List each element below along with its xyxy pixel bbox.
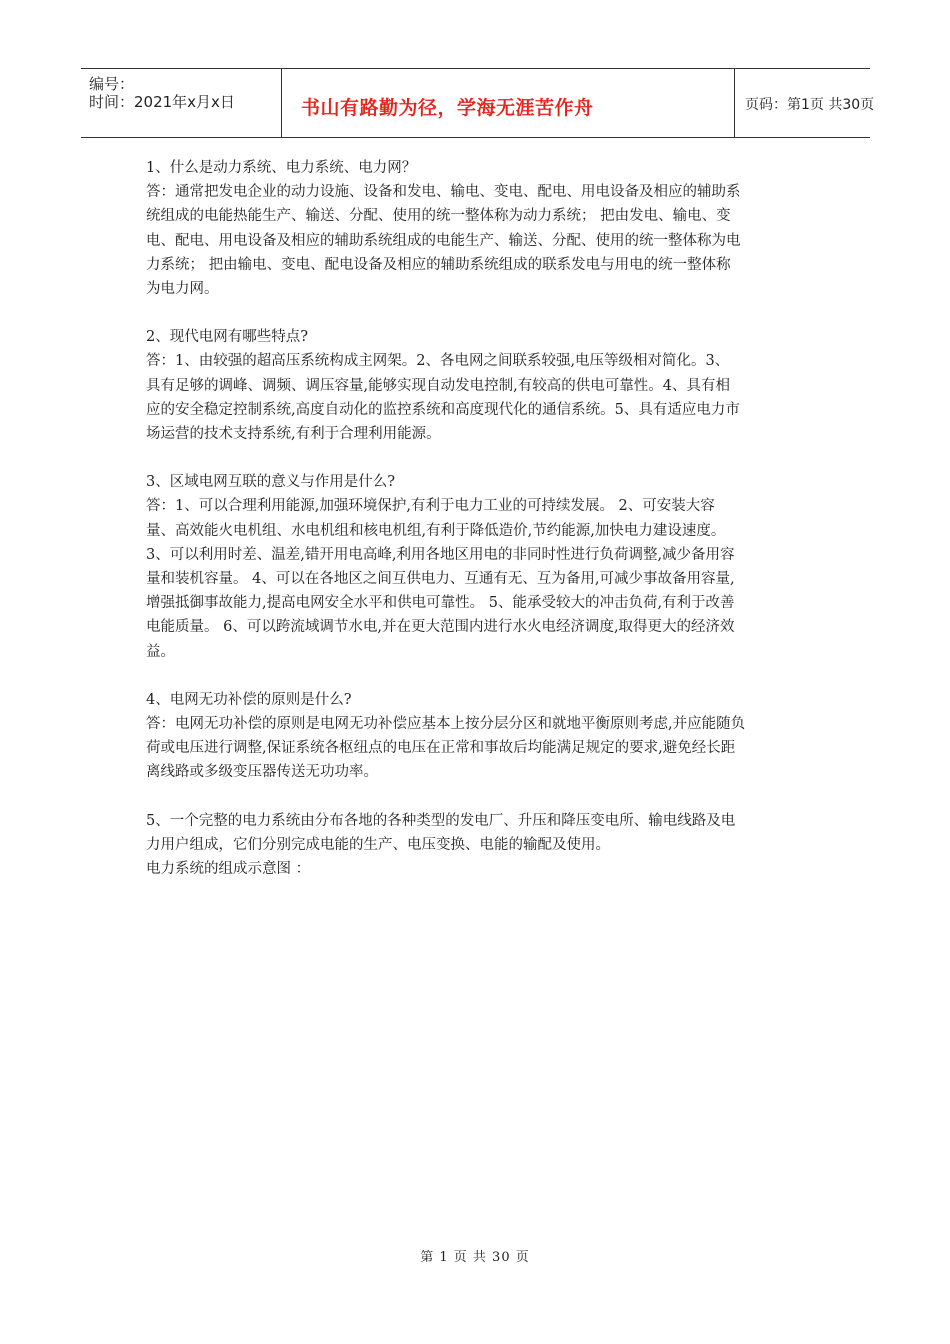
- diagram-caption: 电力系统的组成示意图 ：: [146, 861, 311, 878]
- answer-2-line: 场运营的技术支持系统,有利于合理利用能源。: [146, 426, 441, 443]
- answer-1-line: 答：通常把发电企业的动力设施、设备和发电、输电、变电、配电、用电设备及相应的辅助系: [146, 184, 741, 201]
- paragraph-gap: [146, 785, 810, 809]
- paragraph-gap: [146, 664, 810, 688]
- paragraph-gap: [146, 301, 810, 325]
- number-label: 编号：: [89, 75, 135, 93]
- answer-1-line: 电、配电、用电设备及相应的辅助系统组成的电能生产、输送、分配、使用的统一整体称为电: [146, 232, 741, 249]
- answer-4-line: 答：电网无功补偿的原则是电网无功补偿应基本上按分层分区和就地平衡原则考虑,并应能随负: [146, 716, 746, 733]
- answer-4-line: 荷或电压进行调整,保证系统各枢纽点的电压在正常和事故后均能满足规定的要求,避免经长距: [146, 740, 736, 757]
- question-5-line: 5、一个完整的电力系统由分布各地的各种类型的发电厂、升压和降压变电所、输电线路及电: [146, 812, 736, 829]
- page-info: 页码：第1页 共30页: [745, 97, 875, 113]
- answer-2-line: 应的安全稳定控制系统,高度自动化的监控系统和高度现代化的通信系统。5、具有适应电力市: [146, 401, 740, 418]
- answer-1-line: 为电力网。: [146, 281, 219, 298]
- header-motto: 书山有路勤为径，学海无涯苦作舟: [301, 97, 594, 119]
- header-left-cell: [81, 69, 282, 137]
- answer-3-line: 3、可以利用时差、温差,错开用电高峰,利用各地区用电的非同时性进行负荷调整,减少备用容: [146, 546, 735, 563]
- document-body: [146, 156, 810, 881]
- document-header: [81, 68, 875, 138]
- question-1-title: 1、什么是动力系统、电力系统、电力网？: [146, 160, 417, 176]
- answer-1-line: 力系统； 把由输电、变电、配电设备及相应的辅助系统组成的联系发电与用电的统一整体称: [146, 256, 731, 273]
- paragraph-gap: [146, 446, 810, 470]
- question-4-title: 4、电网无功补偿的原则是什么?: [146, 691, 352, 708]
- time-label: 时间：2021年x月x日: [89, 93, 235, 111]
- question-5-line: 力用户组成，它们分别完成电能的生产、电压变换、电能的输配及使用。: [146, 836, 610, 853]
- header-middle-cell: [281, 69, 735, 137]
- answer-3-line: 益。: [146, 643, 175, 660]
- answer-3-line: 答：1、可以合理利用能源,加强环境保护,有利于电力工业的可持续发展。 2、可安装大容: [146, 498, 715, 515]
- answer-2-line: 答：1、由较强的超高压系统构成主网架。2、各电网之间联系较强,电压等级相对简化。3、: [146, 353, 730, 370]
- page-footer: 第 1 页 共 30 页: [420, 1250, 530, 1265]
- header-right-cell: [735, 69, 875, 137]
- question-3-title: 3、区域电网互联的意义与作用是什么?: [146, 474, 395, 491]
- question-2-title: 2、现代电网有哪些特点?: [146, 329, 308, 346]
- answer-4-line: 离线路或多级变压器传送无功功率。: [146, 764, 378, 781]
- answer-1-line: 统组成的电能热能生产、输送、分配、使用的统一整体称为动力系统； 把由发电、输电、变: [146, 208, 731, 225]
- answer-3-line: 增强抵御事故能力,提高电网安全水平和供电可靠性。 5、能承受较大的冲击负荷,有利于改善: [146, 595, 735, 612]
- answer-3-line: 电能质量。 6、可以跨流域调节水电,并在更大范围内进行水火电经济调度,取得更大的经济效: [146, 619, 735, 636]
- answer-3-line: 量和装机容量。 4、可以在各地区之间互供电力、互通有无、互为备用,可减少事故备用容量,: [146, 571, 735, 588]
- answer-2-line: 具有足够的调峰、调频、调压容量,能够实现自动发电控制,有较高的供电可靠性。4、具有相: [146, 377, 730, 394]
- answer-3-line: 量、高效能火电机组、水电机组和核电机组,有利于降低造价,节约能源,加快电力建设速度。: [146, 522, 726, 539]
